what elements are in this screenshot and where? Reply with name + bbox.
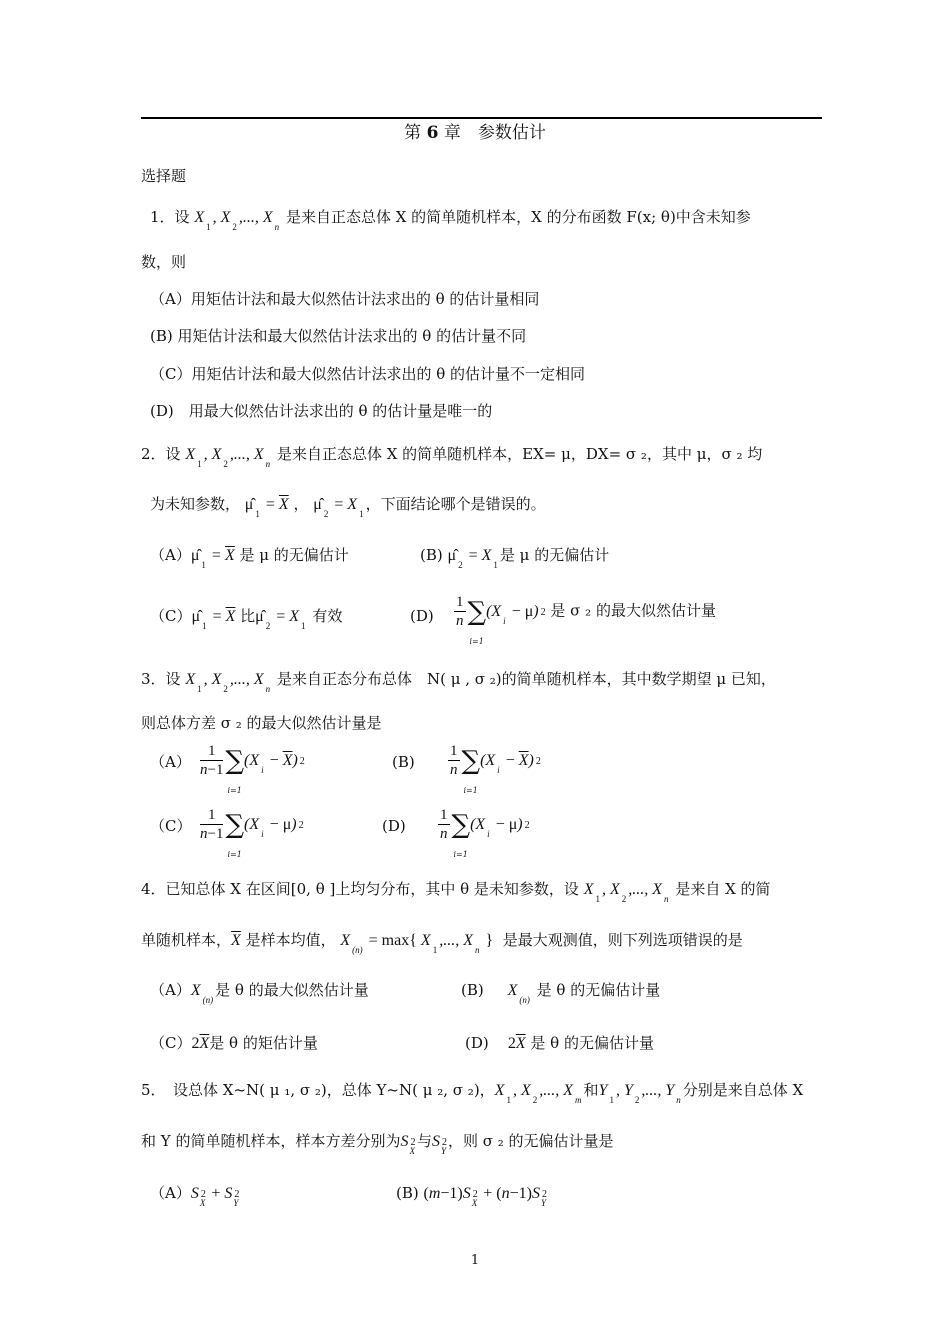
section-heading: 选择题 [141,167,187,185]
q5-option-b: (B) (m−1)S $2_X + (n-1)S$ $2_Y$ [396,1184,547,1208]
q3-option-d-label: (D) [382,817,406,835]
q4-option-b: (B) $X_{(n)}$ 是 θ 的无偏估计量 [461,981,661,1005]
question-3: 3．设 $X_1$, $X_2$,..., $X_n$ 是来自正态分布总体 N( μ , σ ₂)的简单随机样本，其中数学期望 μ 已知， [141,670,776,694]
q3-option-b-label: (B) [392,753,415,771]
q2-option-d-label: (D) [410,607,434,625]
q1-option-d: (D) 用最大似然估计法求出的 θ 的估计量是唯一的 [150,402,493,420]
q4-option-d: (D) $2\overline{X}$ 是 θ 的无偏估计量 [465,1034,654,1052]
question-2-cont: 为未知参数， $\mû_1 = \overline{X}$ ， $\mû_2 = X_1$，下面结论哪个是错误的。 [150,495,546,519]
q1-option-a: （A）用矩估计法和最大似然估计法求出的 θ 的估计量相同 [150,290,540,308]
q4-option-c: $(C)2\overline{X}$是 θ 的矩估计量 [150,1034,318,1052]
question-1-cont: 数，则 [141,253,187,271]
q2-option-a: $(A)\mû_1 = \overline{X}$ 是 μ 的无偏估计 [150,546,349,570]
question-4: 4．已知总体 X 在区间[0, θ ]上均匀分布，其中 θ 是未知参数，设 $X_1$, $X_2$,..., $X_n$ 是来自 X 的简 [141,880,771,904]
q1-option-c: （C）用矩估计法和最大似然估计法求出的 θ 的估计量不一定相同 [150,365,586,383]
q4-option-a: $(A)X_{(n)}$是 θ 的最大似然估计量 [150,981,369,1005]
q2-option-c: $(C)\mû_1 = \overline{X}$ 比$\mû_2 = X_1$ 有效 [150,607,343,631]
q3-option-c: $\frac{1}{n-1}$ ∑ i=1 $(X_i - \mu)$ 2 [200,807,304,859]
question-5: 5． 设总体 X~N( μ ₁, σ ₂)，总体 Y~N( μ ₂, σ ₂)，$X_1$, $X_2$,..., $X_m$和$Y_1$, $Y_2$,..., $Y_n$分别是来自总体 X [141,1081,804,1105]
q3-option-d: $\frac{1}{n}$ ∑ i=1 $(X_i - \mu)$ 2 [440,807,530,859]
question-2: 2．设 $X_1$, $X_2$,..., $X_n$ 是来自正态总体 X 的简单随机样本，EX= μ，DX= σ ₂，其中 μ，σ ₂ 均 [141,445,763,469]
question-3-cont: 则总体方差 σ ₂ 的最大似然估计量是 [141,714,382,732]
q3-option-a-label: （A） [150,753,191,771]
q3-option-c-label: （C） [150,817,192,835]
q1-option-b: (B) 用矩估计法和最大似然估计法求出的 θ 的估计量不同 [150,327,527,345]
q5-option-a: （A）S $2_X + S$ $2_Y$ [150,1184,240,1208]
chapter-title: 第 6 章 参数估计 [404,123,546,143]
q2-option-b: (B) $\mû_2 = X_1$是 μ 的无偏估计 [420,546,610,570]
q3-option-b: $\frac{1}{n}$ ∑ i=1 $(X_i - \overline{X})$ 2 [450,743,541,795]
question-4-cont: 单随机样本，$\overline{X}$ 是样本均值， $X_{(n)} = \max${ $X_1$,..., $X_n$ } 是最大观测值，则下列选项错误的是 [141,931,743,955]
q3-option-a: $\frac{1}{n-1}$ ∑ i=1 $(X_i - \overline{X})$ 2 [200,743,305,795]
header-rule [141,117,822,119]
question-1: 1．设 $X_1$, $X_2$,..., $X_n$ 是来自正态总体 X 的简单随机样本，X 的分布函数 F(x; θ)中含未知参 [150,208,751,232]
q2-option-d: $\frac{1}{n}$ ∑ i=1 $(X_i - \mu)$ 2 是 σ ₂ 的最大似然估计量 [456,594,716,646]
page-number: 1 [470,1253,480,1268]
question-5-cont: 和 Y 的简单随机样本，样本方差分别为S $2_X$与S $2_Y$，则 σ ₂ 的无偏估计量是 [141,1132,614,1156]
